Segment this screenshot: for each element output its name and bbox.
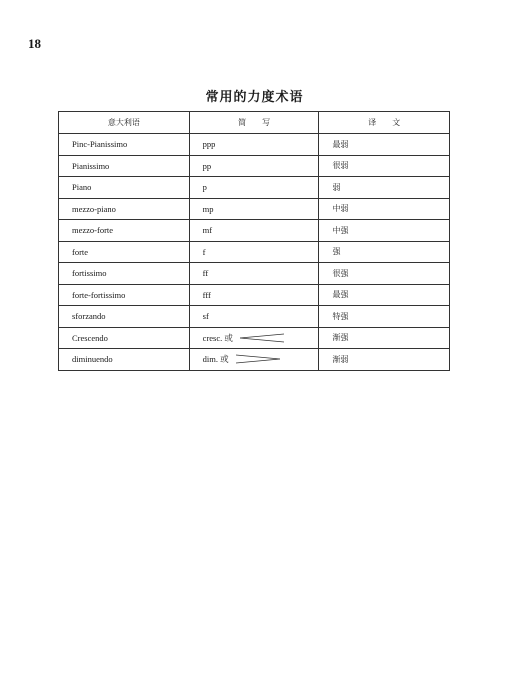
abbreviation: cresc. 或 [202, 332, 233, 343]
table-row [59, 220, 450, 242]
abbreviation: p [189, 177, 319, 199]
table-row [59, 349, 450, 371]
table-row [59, 327, 450, 349]
italian-term: mezzo-piano [59, 198, 190, 220]
abbreviation: sf [189, 306, 319, 328]
italian-term: mezzo-forte [59, 220, 190, 242]
header-abbreviation: 简 写 [189, 112, 319, 134]
abbreviation-cell [189, 349, 319, 371]
italian-term: diminuendo [59, 349, 190, 371]
translation: 渐弱 [319, 349, 450, 371]
italian-term: Piano [59, 177, 190, 199]
diminuendo-hairpin-icon [235, 354, 281, 364]
abbreviation: f [189, 241, 319, 263]
table-row [59, 263, 450, 285]
translation: 很弱 [319, 155, 450, 177]
italian-term: Pinc-Pianissimo [59, 134, 190, 156]
translation: 最强 [319, 284, 450, 306]
table-title: 常用的力度术语 [205, 90, 304, 105]
table-row [59, 284, 450, 306]
translation: 渐强 [319, 327, 450, 349]
translation: 中弱 [319, 198, 450, 220]
italian-term: forte-fortissimo [59, 284, 190, 306]
table-row [59, 177, 450, 199]
translation: 特强 [319, 306, 450, 328]
abbreviation: fff [189, 284, 319, 306]
translation: 最弱 [319, 134, 450, 156]
abbreviation: mp [189, 198, 319, 220]
italian-term: forte [59, 241, 190, 263]
translation: 很强 [319, 263, 450, 285]
header-translation: 译 文 [319, 112, 450, 134]
italian-term: sforzando [59, 306, 190, 328]
translation: 强 [319, 241, 450, 263]
translation: 弱 [319, 177, 450, 199]
table-row [59, 241, 450, 263]
translation: 中强 [319, 220, 450, 242]
header-italian: 意大利语 [59, 112, 190, 134]
italian-term: Crescendo [59, 327, 190, 349]
abbreviation: dim. 或 [202, 354, 229, 365]
table-header-row [59, 112, 450, 134]
table-row [59, 198, 450, 220]
dynamics-terms-table [58, 111, 450, 371]
abbreviation-cell [189, 327, 319, 349]
table-row [59, 306, 450, 328]
abbreviation: ppp [189, 134, 319, 156]
crescendo-hairpin-icon [239, 333, 285, 343]
table-row [59, 155, 450, 177]
italian-term: Pianissimo [59, 155, 190, 177]
table-row [59, 134, 450, 156]
abbreviation: pp [189, 155, 319, 177]
italian-term: fortissimo [59, 263, 190, 285]
page-number: 18 [28, 36, 41, 51]
abbreviation: mf [189, 220, 319, 242]
abbreviation: ff [189, 263, 319, 285]
